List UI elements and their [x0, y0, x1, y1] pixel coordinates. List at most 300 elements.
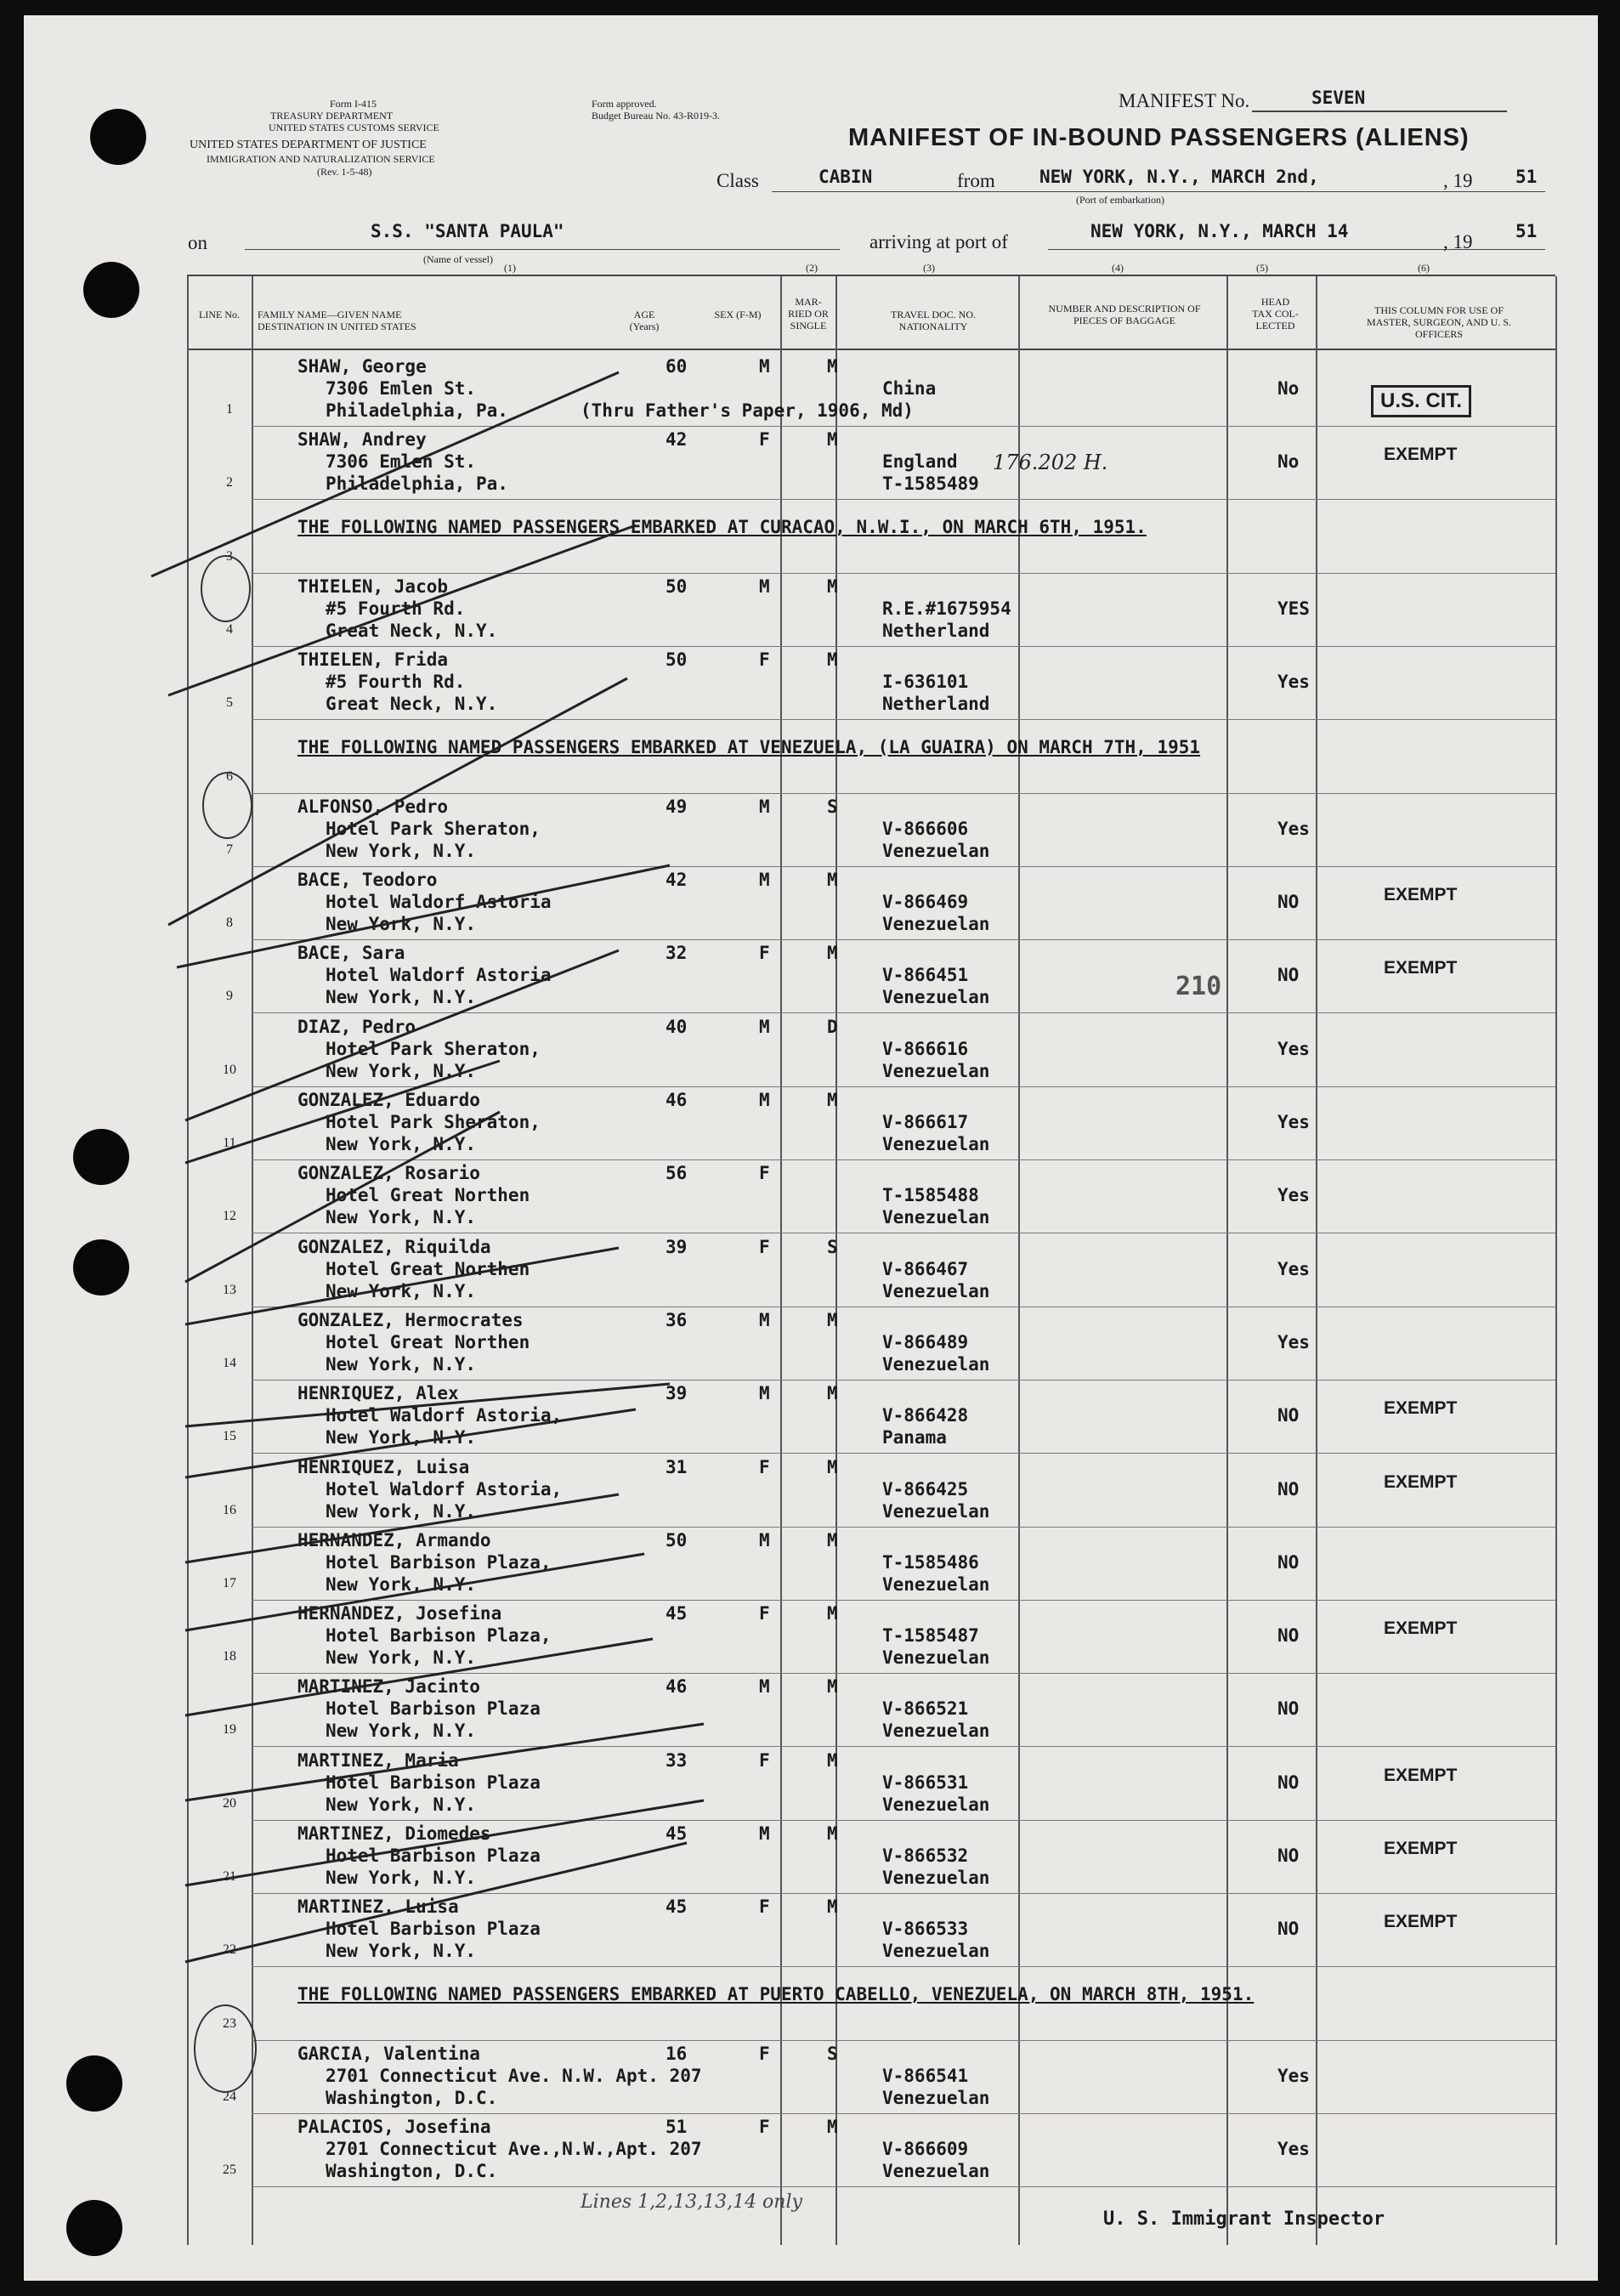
header-name: FAMILY NAME—GIVEN NAME DESTINATION IN UNITED STATES: [258, 309, 416, 332]
age: 40: [666, 1016, 688, 1037]
line-number: 15: [223, 1429, 236, 1444]
from-year-prefix: , 19: [1443, 170, 1473, 191]
marital-status: M: [827, 1896, 838, 1918]
line-number: 3: [226, 548, 233, 564]
dept-treasury: TREASURY DEPARTMENT: [270, 110, 394, 122]
line-number: 14: [223, 1355, 236, 1370]
line-number: 21: [223, 1869, 236, 1884]
address-line-1: #5 Fourth Rd.: [326, 598, 466, 619]
address-line-2: New York, N.Y.: [326, 1721, 477, 1742]
line-number: 1: [226, 402, 233, 417]
header-line-no: LINE No.: [199, 309, 240, 320]
officer-note: EXEMPT: [1384, 885, 1458, 905]
table-row: [24, 1673, 1598, 1746]
travel-doc: V-866489: [882, 1331, 969, 1352]
head-tax: No: [1277, 451, 1300, 473]
age: 46: [666, 1090, 688, 1110]
travel-doc: China: [882, 378, 937, 399]
nationality: T-1585489: [882, 473, 979, 495]
sex: F: [759, 1456, 770, 1477]
nationality: Venezuelan: [882, 914, 990, 935]
on-label: on: [188, 232, 207, 253]
line-number: 19: [223, 1722, 236, 1738]
passenger-name: GONZALEZ, Eduardo: [297, 1090, 480, 1110]
line-number: 23: [223, 2015, 236, 2031]
table-row: [24, 939, 1598, 1012]
address-line-1: #5 Fourth Rd.: [326, 672, 466, 693]
passenger-name: PALACIOS, Josefina: [297, 2117, 491, 2138]
age: 33: [666, 1749, 688, 1771]
header-married: MAR-RIED OR SINGLE: [788, 296, 829, 332]
officer-note: EXEMPT: [1384, 1912, 1458, 1932]
column-number: (1): [504, 262, 516, 274]
circled-mark: [201, 555, 251, 622]
passenger-name: GONZALEZ, Riquilda: [297, 1236, 491, 1257]
arriving-underline: [1048, 249, 1545, 250]
circled-mark: [202, 772, 252, 839]
punch-hole: [66, 2200, 122, 2256]
table-row: [24, 1233, 1598, 1307]
head-tax: Yes: [1277, 1331, 1310, 1352]
officer-note: EXEMPT: [1384, 1839, 1458, 1858]
arriving-year-prefix: , 19: [1443, 231, 1473, 252]
line-number: 25: [223, 2163, 236, 2178]
sex: F: [759, 943, 770, 964]
address-line-1: Hotel Park Sheraton,: [326, 1112, 541, 1132]
line-number: 8: [226, 916, 233, 931]
table-row: [24, 1820, 1598, 1893]
address-line-2: New York, N.Y.: [326, 987, 477, 1008]
header-sex: SEX (F-M): [714, 309, 762, 320]
sex: M: [759, 870, 770, 891]
head-tax: Yes: [1277, 818, 1310, 839]
age: 39: [666, 1383, 688, 1404]
head-tax: NO: [1277, 1551, 1300, 1573]
handwritten-note: 176.202 H.: [993, 451, 1108, 474]
nationality: Venezuelan: [882, 1134, 990, 1154]
marital-status: M: [827, 649, 838, 671]
line-number: 20: [223, 1795, 236, 1811]
line-number: 11: [223, 1136, 236, 1150]
address-line-1: Hotel Great Northen: [326, 1258, 530, 1279]
sex: M: [759, 1090, 770, 1110]
marital-status: M: [827, 575, 838, 597]
line-number: 24: [223, 2089, 236, 2104]
vessel-caption: (Name of vessel): [423, 253, 493, 265]
address-line-1: Hotel Waldorf Astoria,: [326, 1405, 563, 1426]
table-row: [24, 1307, 1598, 1380]
age: 16: [666, 2043, 688, 2064]
passenger-name: BACE, Teodoro: [297, 870, 438, 891]
age: 31: [666, 1456, 688, 1477]
nationality: Venezuelan: [882, 1573, 990, 1595]
form-approved: Form approved.: [592, 98, 657, 110]
handwritten-lines-note: Lines 1,2,13,13,14 only: [581, 2191, 802, 2213]
passenger-name: HERNANDEZ, Armando: [297, 1529, 491, 1551]
header-baggage: NUMBER AND DESCRIPTION OF PIECES OF BAGGAGE: [1048, 303, 1201, 326]
circled-mark: [194, 2004, 257, 2093]
marital-status: M: [827, 870, 838, 891]
address-line-1: 2701 Connecticut Ave.,N.W.,Apt. 207: [326, 2139, 702, 2160]
class-label: Class: [717, 170, 759, 191]
table-row: [24, 426, 1598, 499]
table-row: [24, 1380, 1598, 1453]
marital-status: M: [827, 1529, 838, 1551]
head-tax: NO: [1277, 1919, 1300, 1940]
marital-status: M: [827, 943, 838, 964]
sex: F: [759, 2043, 770, 2064]
line-number: 10: [223, 1062, 236, 1077]
line-number: 18: [223, 1649, 236, 1664]
address-line-1: Hotel Barbison Plaza,: [326, 1551, 552, 1573]
column-number: (5): [1256, 262, 1268, 274]
from-underline: [772, 191, 1545, 192]
line-number: 9: [226, 989, 233, 1004]
age: 42: [666, 429, 688, 451]
table-row: [24, 1013, 1598, 1086]
address-line-1: Hotel Great Northen: [326, 1185, 530, 1206]
passenger-name: GONZALEZ, Hermocrates: [297, 1309, 524, 1330]
punch-hole: [90, 109, 146, 165]
line-number: 2: [226, 475, 233, 490]
port-caption: (Port of embarkation): [1076, 194, 1164, 206]
head-tax: Yes: [1277, 1258, 1310, 1279]
passenger-name: HENRIQUEZ, Alex: [297, 1383, 459, 1404]
marital-status: M: [827, 356, 838, 377]
section-row: [24, 500, 1598, 573]
nationality: Venezuelan: [882, 2161, 990, 2182]
officer-note: EXEMPT: [1384, 1398, 1458, 1419]
age: 45: [666, 1896, 688, 1918]
age: 45: [666, 1603, 688, 1624]
travel-doc: V-866451: [882, 965, 969, 986]
passenger-name: GONZALEZ, Rosario: [297, 1163, 480, 1184]
address-line-1: 7306 Emlen St.: [326, 378, 477, 399]
line-number: 5: [226, 695, 233, 711]
section-row: [24, 720, 1598, 793]
table-row: [24, 793, 1598, 866]
head-tax: NO: [1277, 1845, 1300, 1866]
sex: M: [759, 796, 770, 817]
section-row: [24, 1967, 1598, 2040]
address-line-2: Philadelphia, Pa.: [326, 473, 508, 495]
travel-doc: V-866616: [882, 1038, 969, 1059]
sex: F: [759, 649, 770, 671]
age: 50: [666, 575, 688, 597]
officer-note: EXEMPT: [1384, 958, 1458, 978]
officer-note: EXEMPT: [1384, 1765, 1458, 1785]
table-row: [24, 866, 1598, 939]
travel-doc: V-866617: [882, 1112, 969, 1132]
nationality: Venezuelan: [882, 1207, 990, 1228]
travel-doc: V-866541: [882, 2065, 969, 2086]
form-number: Form I-415: [330, 98, 377, 110]
table-row: [24, 573, 1598, 646]
address-line-1: Hotel Great Northen: [326, 1331, 530, 1352]
nationality: Venezuelan: [882, 840, 990, 861]
age: 50: [666, 649, 688, 671]
form-revision: (Rev. 1-5-48): [317, 166, 372, 178]
address-line-1: Hotel Waldorf Astoria: [326, 892, 552, 913]
passenger-name: DIAZ, Pedro: [297, 1016, 416, 1037]
address-line-2: New York, N.Y.: [326, 1868, 477, 1888]
nationality: Venezuelan: [882, 1721, 990, 1742]
age: 39: [666, 1236, 688, 1257]
address-line-1: Hotel Barbison Plaza: [326, 1845, 541, 1866]
marital-status: M: [827, 1456, 838, 1477]
page-title: MANIFEST OF IN-BOUND PASSENGERS (ALIENS): [848, 124, 1470, 151]
age: 51: [666, 2117, 688, 2138]
address-line-1: Hotel Barbison Plaza: [326, 1919, 541, 1940]
travel-doc: T-1585486: [882, 1551, 979, 1573]
nationality: Venezuelan: [882, 2087, 990, 2108]
travel-doc: England: [882, 451, 958, 473]
passenger-name: GARCIA, Valentina: [297, 2043, 480, 2064]
passenger-name: THIELEN, Jacob: [297, 575, 449, 597]
nationality: Venezuelan: [882, 1500, 990, 1522]
age: 36: [666, 1309, 688, 1330]
officer-note: EXEMPT: [1384, 1471, 1458, 1492]
travel-doc: V-866533: [882, 1919, 969, 1940]
column-number: (3): [923, 262, 935, 274]
marital-status: S: [827, 796, 838, 817]
fee-210: 210: [1175, 972, 1222, 1001]
address-line-1: Hotel Barbison Plaza,: [326, 1625, 552, 1647]
marital-status: D: [827, 1016, 838, 1037]
travel-doc: T-1585487: [882, 1625, 979, 1647]
address-line-2: New York, N.Y.: [326, 1353, 477, 1375]
sex: M: [759, 1383, 770, 1404]
vessel-underline: [245, 249, 840, 250]
marital-status: M: [827, 2117, 838, 2138]
passenger-note: (Thru Father's Paper, 1906, Md): [581, 400, 914, 421]
age: 56: [666, 1163, 688, 1184]
address-line-2: New York, N.Y.: [326, 1207, 477, 1228]
row-divider: [252, 573, 1555, 574]
dept-ins: IMMIGRATION AND NATURALIZATION SERVICE: [207, 153, 435, 165]
us-citizen-stamp: U.S. CIT.: [1371, 385, 1471, 417]
arriving-value: NEW YORK, N.Y., MARCH 14: [1090, 221, 1349, 241]
head-tax: NO: [1277, 1625, 1300, 1647]
table-row: [24, 646, 1598, 719]
line-number: 13: [223, 1282, 236, 1297]
head-tax: Yes: [1277, 1112, 1310, 1132]
address-line-1: Hotel Barbison Plaza: [326, 1698, 541, 1720]
sex: F: [759, 1163, 770, 1184]
sex: F: [759, 1749, 770, 1771]
nationality: Venezuelan: [882, 1060, 990, 1081]
section-heading: THE FOLLOWING NAMED PASSENGERS EMBARKED AT PUERTO CABELLO, VENEZUELA, ON MARCH 8TH, 1951.: [297, 1983, 1255, 2004]
marital-status: M: [827, 1603, 838, 1624]
address-line-2: New York, N.Y.: [326, 1573, 477, 1595]
passenger-name: THIELEN, Frida: [297, 649, 449, 671]
row-divider: [252, 793, 1555, 794]
marital-status: S: [827, 1236, 838, 1257]
arriving-year: 51: [1515, 221, 1538, 241]
nationality: Netherland: [882, 620, 990, 641]
dept-customs: UNITED STATES CUSTOMS SERVICE: [269, 122, 439, 133]
row-divider: [252, 2040, 1555, 2041]
age: 32: [666, 943, 688, 964]
address-line-2: New York, N.Y.: [326, 1427, 477, 1448]
line-number: 22: [223, 1942, 236, 1958]
sex: M: [759, 1529, 770, 1551]
address-line-2: New York, N.Y.: [326, 914, 477, 935]
section-heading: THE FOLLOWING NAMED PASSENGERS EMBARKED AT VENEZUELA, (LA GUAIRA) ON MARCH 7TH, 1951: [297, 736, 1201, 757]
table-row: [24, 1454, 1598, 1527]
vessel-name: S.S. "SANTA PAULA": [371, 221, 564, 241]
head-tax: Yes: [1277, 1038, 1310, 1059]
passenger-name: HERNANDEZ, Josefina: [297, 1603, 502, 1624]
address-line-2: New York, N.Y.: [326, 1941, 477, 1962]
head-tax: YES: [1277, 598, 1310, 619]
sex: M: [759, 1016, 770, 1037]
marital-status: M: [827, 1823, 838, 1844]
manifest-page: [24, 15, 1598, 2281]
marital-status: M: [827, 1676, 838, 1698]
passenger-name: SHAW, George: [297, 356, 427, 377]
address-line-2: New York, N.Y.: [326, 1134, 477, 1154]
nationality: Panama: [882, 1427, 947, 1448]
line-number: 12: [223, 1209, 236, 1224]
address-line-2: New York, N.Y.: [326, 1060, 477, 1081]
nationality: Venezuelan: [882, 987, 990, 1008]
head-tax: NO: [1277, 965, 1300, 986]
sex: F: [759, 1603, 770, 1624]
nationality: Venezuelan: [882, 1353, 990, 1375]
marital-status: M: [827, 1090, 838, 1110]
address-line-1: 7306 Emlen St.: [326, 451, 477, 473]
address-line-2: Great Neck, N.Y.: [326, 620, 498, 641]
table-row: [24, 1600, 1598, 1673]
age: 50: [666, 1529, 688, 1551]
column-number: (2): [806, 262, 818, 274]
address-line-2: New York, N.Y.: [326, 1794, 477, 1815]
row-divider: [252, 2186, 1555, 2187]
travel-doc: T-1585488: [882, 1185, 979, 1206]
age: 45: [666, 1823, 688, 1844]
address-line-2: Great Neck, N.Y.: [326, 694, 498, 715]
travel-doc: V-866467: [882, 1258, 969, 1279]
sex: M: [759, 1676, 770, 1698]
travel-doc: R.E.#1675954: [882, 598, 1011, 619]
marital-status: M: [827, 1749, 838, 1771]
passenger-name: HENRIQUEZ, Luisa: [297, 1456, 470, 1477]
passenger-name: SHAW, Andrey: [297, 429, 427, 451]
nationality: Venezuelan: [882, 1280, 990, 1301]
officer-note: EXEMPT: [1384, 445, 1458, 465]
table-row: [24, 2040, 1598, 2113]
travel-doc: V-866425: [882, 1478, 969, 1499]
table-row: [24, 353, 1598, 426]
line-number: 4: [226, 621, 233, 637]
header-head-tax: HEAD TAX COL-LECTED: [1252, 296, 1299, 332]
manifest-underline: [1252, 111, 1507, 112]
head-tax: Yes: [1277, 1185, 1310, 1206]
section-heading: THE FOLLOWING NAMED PASSENGERS EMBARKED AT CURACAO, N.W.I., ON MARCH 6TH, 1951.: [297, 516, 1147, 537]
header-travel-doc: TRAVEL DOC. NO. NATIONALITY: [890, 309, 976, 332]
header-age: AGE (Years): [629, 309, 660, 332]
passenger-name: MARTINEZ, Maria: [297, 1749, 459, 1771]
arriving-label: arriving at port of: [869, 231, 1008, 252]
sex: M: [759, 356, 770, 377]
passenger-name: BACE, Sara: [297, 943, 405, 964]
head-tax: NO: [1277, 892, 1300, 913]
line-number: 6: [226, 768, 233, 784]
budget-bureau: Budget Bureau No. 43-R019-3.: [592, 110, 720, 122]
sex: M: [759, 1309, 770, 1330]
table-header-border: [187, 349, 1555, 350]
head-tax: NO: [1277, 1698, 1300, 1720]
address-line-2: New York, N.Y.: [326, 1647, 477, 1669]
travel-doc: V-866521: [882, 1698, 969, 1720]
dept-justice: UNITED STATES DEPARTMENT OF JUSTICE: [190, 139, 427, 151]
sex: F: [759, 429, 770, 451]
sex: M: [759, 575, 770, 597]
age: 46: [666, 1676, 688, 1698]
head-tax: Yes: [1277, 2139, 1310, 2160]
manifest-label: MANIFEST No.: [1119, 90, 1250, 111]
from-label: from: [957, 170, 995, 191]
sex: F: [759, 1236, 770, 1257]
from-year: 51: [1515, 167, 1538, 187]
nationality: Venezuelan: [882, 1941, 990, 1962]
head-tax: Yes: [1277, 672, 1310, 693]
table-row: [24, 1527, 1598, 1600]
line-number: 7: [226, 842, 233, 857]
travel-doc: V-866469: [882, 892, 969, 913]
nationality: Netherland: [882, 694, 990, 715]
table-top-border: [187, 275, 1555, 276]
travel-doc: V-866532: [882, 1845, 969, 1866]
from-value: NEW YORK, N.Y., MARCH 2nd,: [1039, 167, 1319, 187]
address-line-2: New York, N.Y.: [326, 1280, 477, 1301]
passenger-name: MARTINEZ, Diomedes: [297, 1823, 491, 1844]
sex: M: [759, 1823, 770, 1844]
head-tax: NO: [1277, 1405, 1300, 1426]
sex: F: [759, 2117, 770, 2138]
inspector-signature-line: U. S. Immigrant Inspector: [1103, 2208, 1385, 2230]
head-tax: No: [1277, 378, 1300, 399]
table-row: [24, 1747, 1598, 1820]
passenger-name: MARTINEZ, Jacinto: [297, 1676, 480, 1698]
head-tax: NO: [1277, 1478, 1300, 1499]
manifest-number: SEVEN: [1311, 88, 1366, 108]
nationality: Venezuelan: [882, 1794, 990, 1815]
table-row: [24, 2113, 1598, 2186]
nationality: Venezuelan: [882, 1647, 990, 1669]
line-number: 17: [223, 1575, 236, 1590]
address-line-2: Washington, D.C.: [326, 2087, 498, 2108]
table-row: [24, 1086, 1598, 1159]
travel-doc: V-866606: [882, 818, 969, 839]
passenger-name: ALFONSO, Pedro: [297, 796, 449, 817]
table-row: [24, 1159, 1598, 1233]
travel-doc: I-636101: [882, 672, 969, 693]
class-value: CABIN: [818, 167, 873, 187]
head-tax: NO: [1277, 1772, 1300, 1793]
table-row: [24, 1893, 1598, 1966]
passenger-name: MARTINEZ, Luisa: [297, 1896, 459, 1918]
address-line-2: Washington, D.C.: [326, 2161, 498, 2182]
address-line-1: Hotel Park Sheraton,: [326, 818, 541, 839]
address-line-2: New York, N.Y.: [326, 840, 477, 861]
marital-status: M: [827, 1383, 838, 1404]
sex: F: [759, 1896, 770, 1918]
age: 49: [666, 796, 688, 817]
marital-status: M: [827, 1309, 838, 1330]
travel-doc: V-866531: [882, 1772, 969, 1793]
